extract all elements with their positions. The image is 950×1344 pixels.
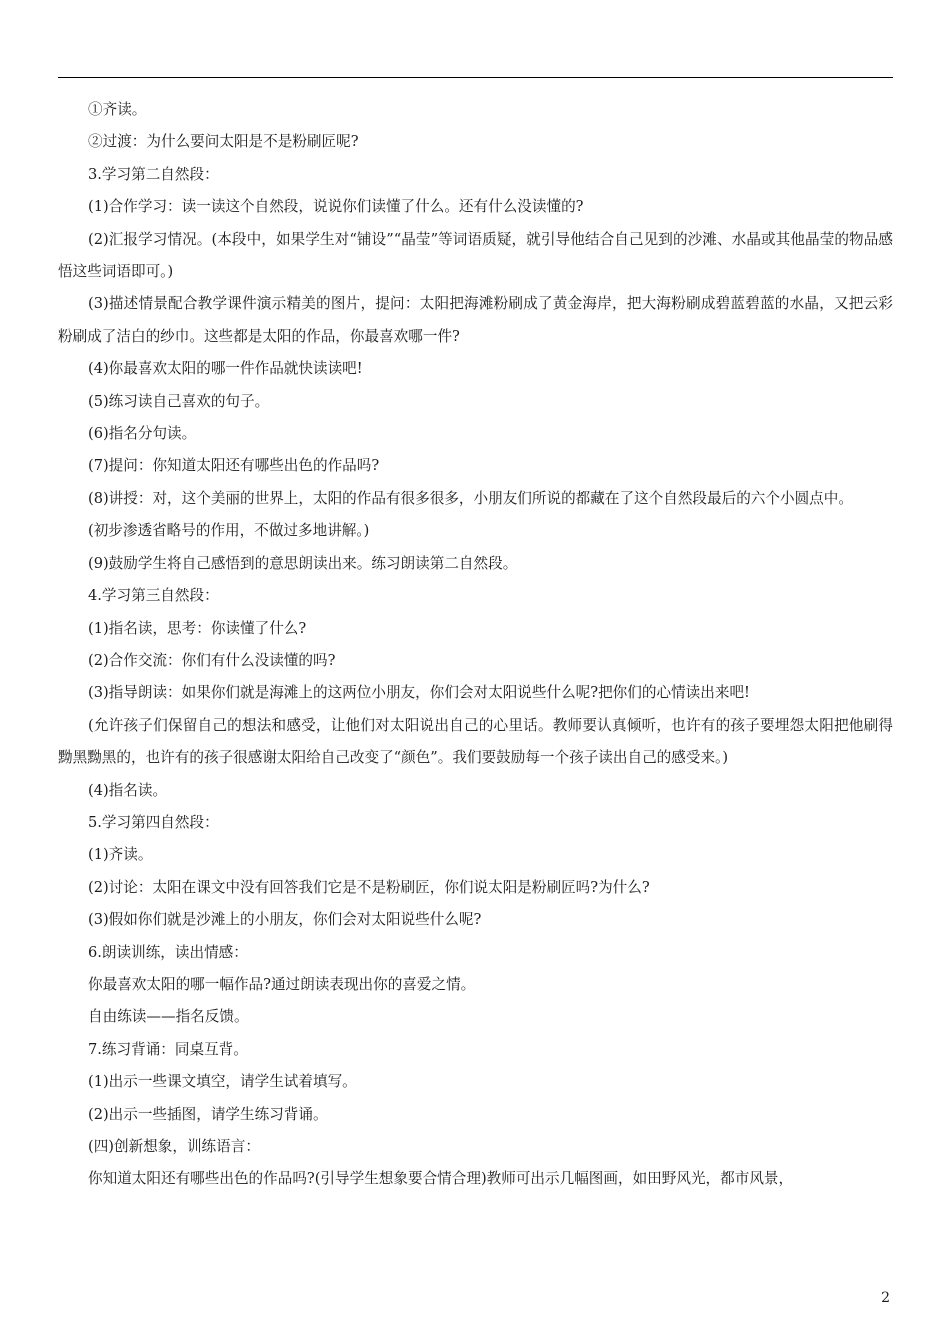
- paragraph: (2)出示一些插图，请学生练习背诵。: [88, 1105, 328, 1123]
- paragraph: (允许孩子们保留自己的想法和感受，让他们对太阳说出自己的心里话。教师要认真倾听，也许有的孩子要埋怨太阳把他刷得黝黑黝黑的，也许有的孩子很感谢太阳给自己改变了“颜色”。我们要鼓励每一个孩子读出自己的感受来。): [58, 716, 893, 767]
- paragraph: 7.练习背诵：同桌互背。: [88, 1040, 248, 1058]
- paragraph: 5.学习第四自然段：: [88, 813, 219, 831]
- paragraph: (4)指名读。: [88, 781, 168, 799]
- paragraph: (8)讲授：对，这个美丽的世界上，太阳的作品有很多很多，小朋友们所说的都藏在了这个自然段最后的六个小圆点中。: [88, 489, 853, 507]
- paragraph: 3.学习第二自然段：: [88, 165, 219, 183]
- paragraph: (7)提问：你知道太阳还有哪些出色的作品吗?: [88, 457, 380, 475]
- paragraph: (9)鼓励学生将自己感悟到的意思朗读出来。练习朗读第二自然段。: [88, 554, 518, 572]
- paragraph: 你最喜欢太阳的哪一幅作品?通过朗读表现出你的喜爱之情。: [88, 975, 476, 993]
- paragraph: (1)出示一些课文填空，请学生试着填写。: [88, 1073, 357, 1091]
- paragraph: ①齐读。: [88, 101, 147, 118]
- paragraph: (2)讨论：太阳在课文中没有回答我们它是不是粉刷匠，你们说太阳是粉刷匠吗?为什么?: [88, 878, 650, 896]
- paragraph: (2)合作交流：你们有什么没读懂的吗?: [88, 651, 336, 669]
- paragraph: 自由练读——指名反馈。: [88, 1008, 249, 1026]
- paragraph: (四)创新想象，训练语言：: [88, 1138, 260, 1155]
- paragraph: (1)指名读，思考：你读懂了什么?: [88, 619, 307, 637]
- paragraph: (5)练习读自己喜欢的句子。: [88, 392, 270, 410]
- page-number: 2: [881, 1290, 890, 1306]
- header-rule: [58, 77, 893, 78]
- paragraph: ②过渡：为什么要问太阳是不是粉刷匠呢?: [88, 133, 359, 151]
- paragraph: 6.朗读训练，读出情感：: [88, 943, 248, 961]
- paragraph: (6)指名分句读。: [88, 425, 197, 443]
- paragraph: (初步渗透省略号的作用，不做过多地讲解。): [88, 522, 370, 540]
- paragraph: (4)你最喜欢太阳的哪一件作品就快读读吧!: [88, 360, 363, 378]
- document-body: [58, 94, 893, 1196]
- paragraph: (2)汇报学习情况。(本段中，如果学生对“铺设”“晶莹”等词语质疑，就引导他结合自己见到的沙滩、水晶或其他晶莹的物品感悟这些词语即可。): [58, 230, 893, 281]
- paragraph: (3)描述情景配合教学课件演示精美的图片，提问：太阳把海滩粉刷成了黄金海岸，把大海粉刷成碧蓝碧蓝的水晶，又把云彩粉刷成了洁白的纱巾。这些都是太阳的作品，你最喜欢哪一件?: [58, 295, 893, 345]
- paragraph: (3)假如你们就是沙滩上的小朋友，你们会对太阳说些什么呢?: [88, 911, 482, 929]
- paragraph: (1)齐读。: [88, 846, 153, 864]
- paragraph: (1)合作学习：读一读这个自然段，说说你们读懂了什么。还有什么没读懂的?: [88, 198, 584, 216]
- paragraph: 4.学习第三自然段：: [88, 587, 219, 605]
- paragraph: (3)指导朗读：如果你们就是海滩上的这两位小朋友，你们会对太阳说些什么呢?把你们的心情读出来吧!: [88, 684, 750, 702]
- paragraph: 你知道太阳还有哪些出色的作品吗?(引导学生想象要合情合理)教师可出示几幅图画，如田野风光，都市风景，: [88, 1170, 794, 1188]
